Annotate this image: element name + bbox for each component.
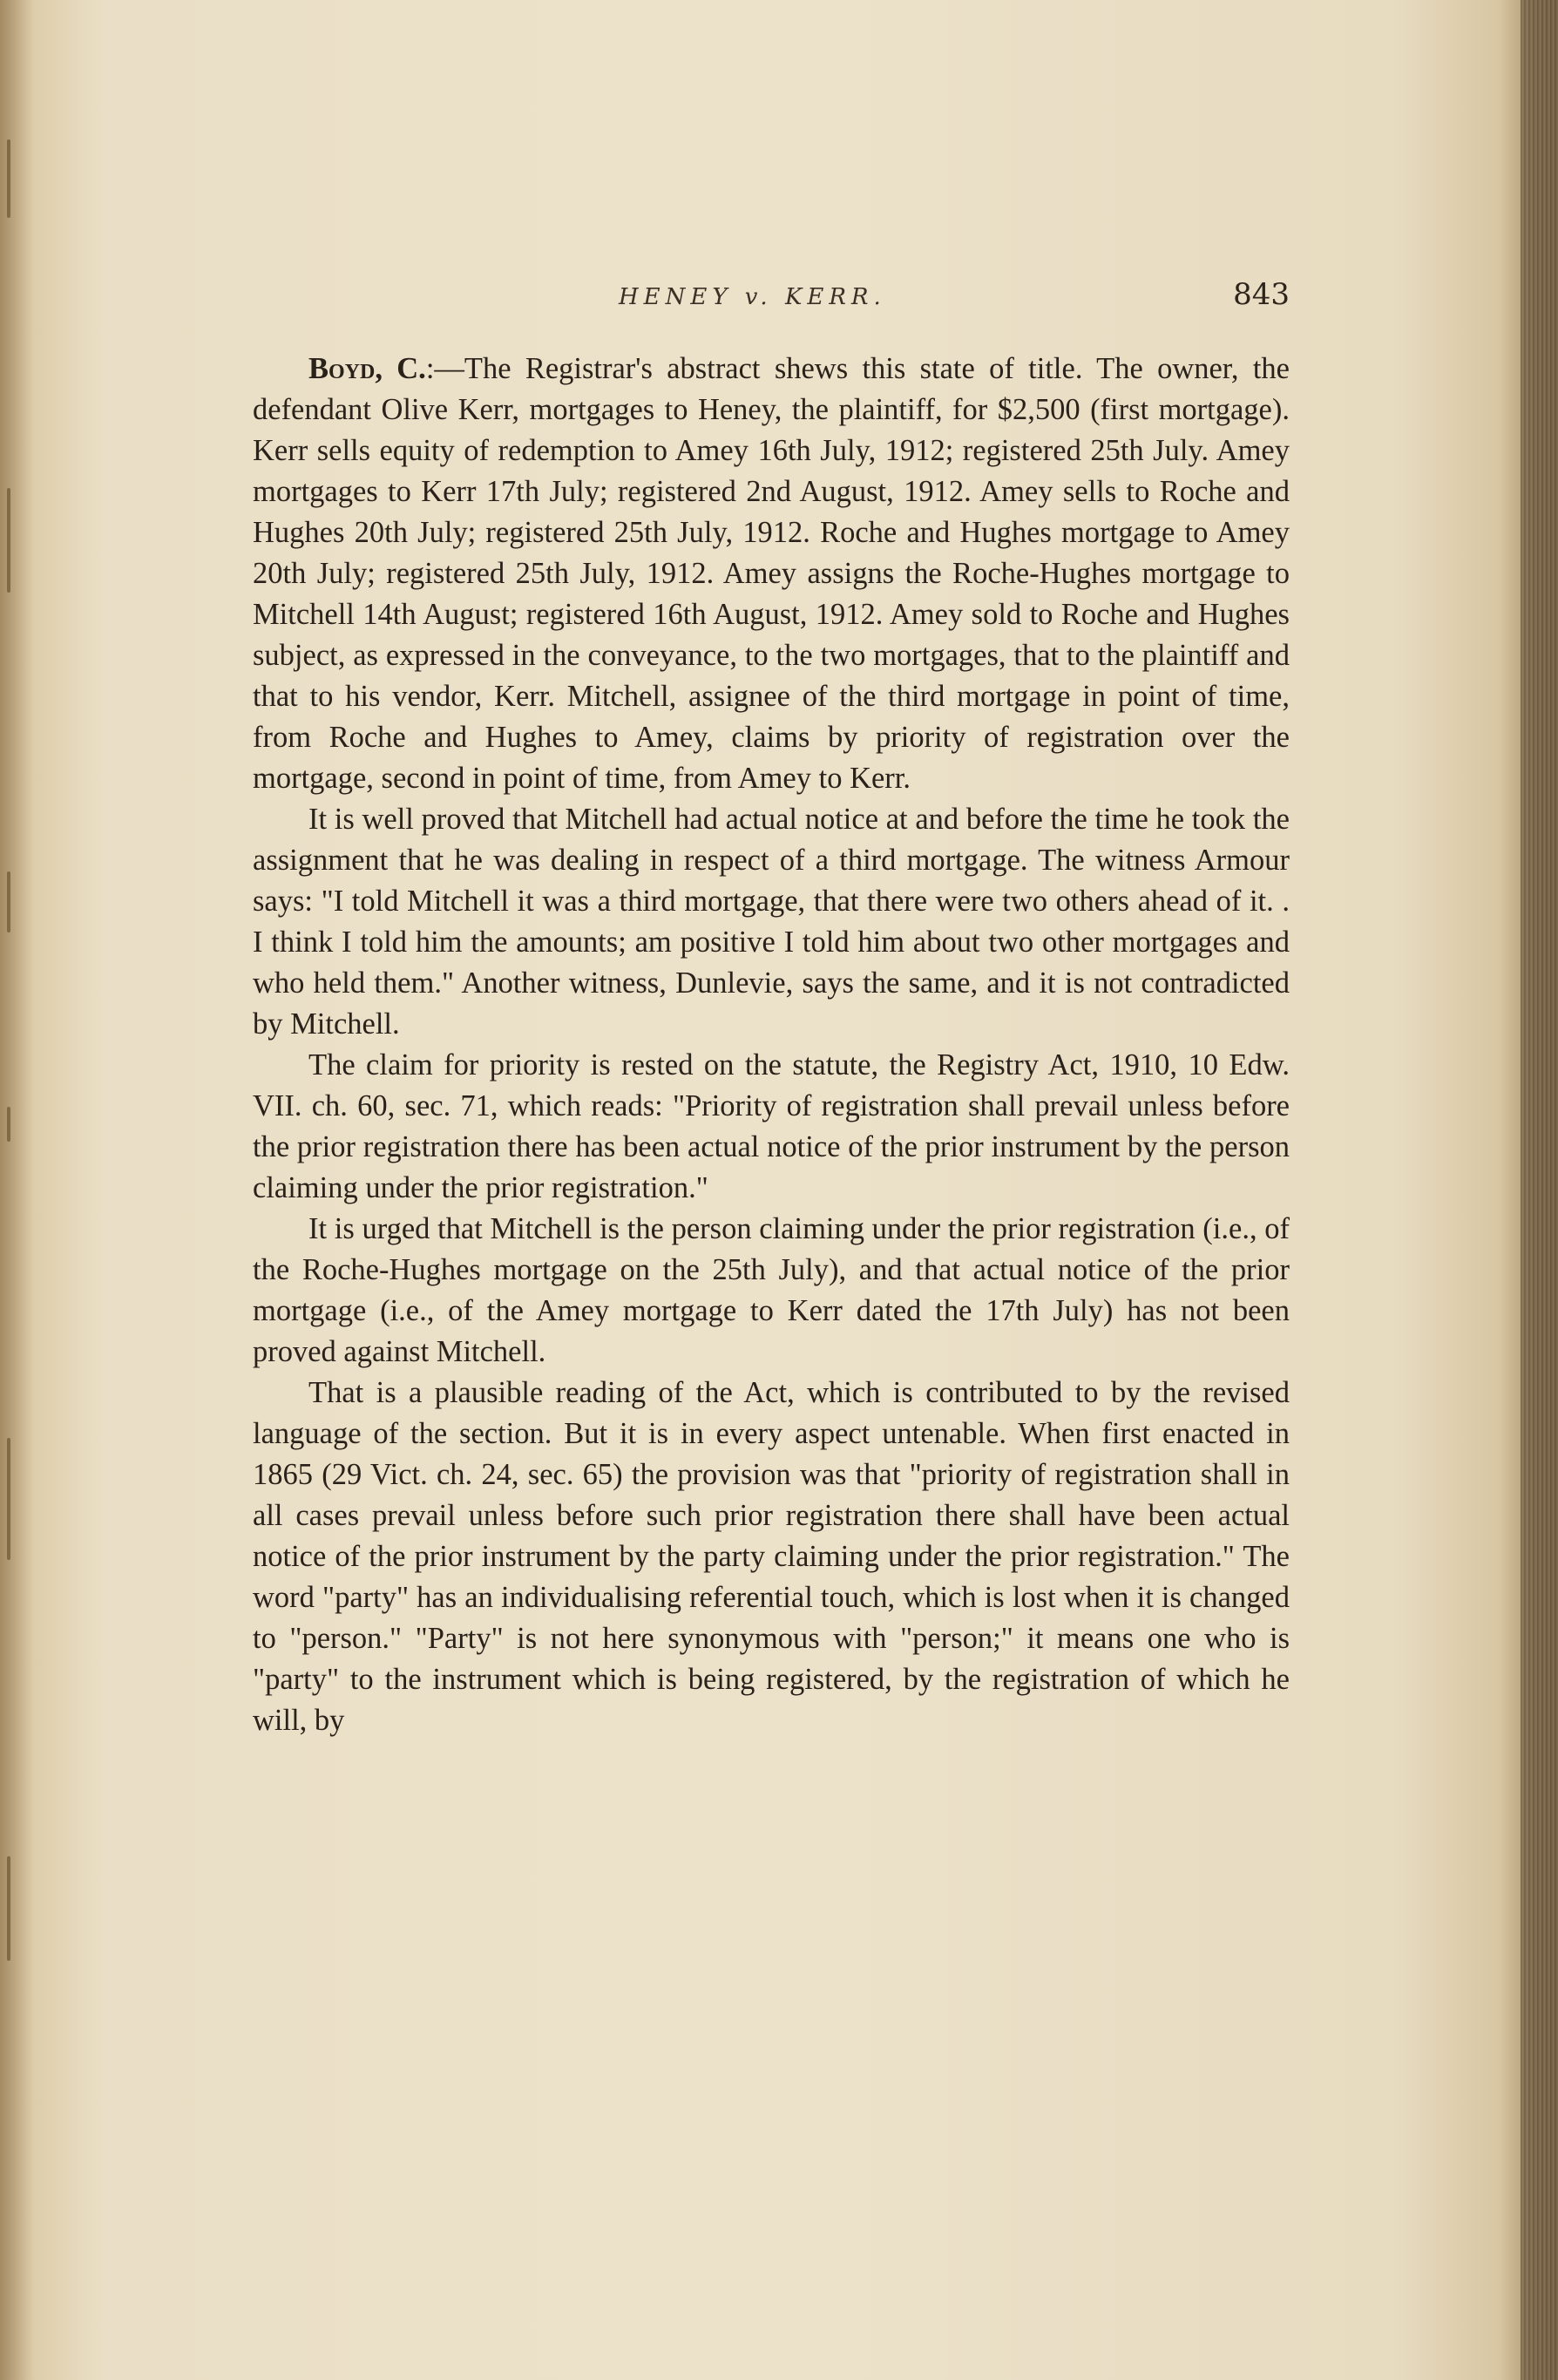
margin-mark — [7, 871, 10, 932]
page-number: 843 — [1233, 277, 1290, 312]
running-title: HENEY v. KERR. — [619, 284, 886, 310]
judge-name: Boyd, C. — [308, 352, 426, 385]
paragraph — [253, 349, 1290, 799]
running-head — [253, 277, 1290, 329]
page-edge — [1521, 0, 1558, 2380]
body-text — [253, 349, 1290, 1741]
paragraph: The claim for priority is rested on the statute, the Registry Act, 1910, 10 Edw. VII. ch. 60, sec. 71, which reads: "Priority of registration shall prevail unless before the prior registration there has been actual notice of the prior instrument by the person claiming under the prior registration." — [253, 1048, 1290, 1204]
margin-marks — [0, 0, 26, 2380]
margin-mark — [7, 1107, 10, 1142]
margin-mark — [7, 139, 10, 218]
paragraph-text: :—The Registrar's abstract shews this state of title. The owner, the defendant Olive Kerr, mortgages to Heney, the plaintiff, for $2,500 (first mortgage). Kerr sells equity of redemption to Amey 16th July, 1912; registered 25th July. Amey mortgages to Kerr 17th July; registered 2nd August, 1912. Amey sells to Roche and Hughes 20th July; registered 25th July, 1912. Roche and Hughes mortgage to Amey 20th July; registered 25th July, 1912. Amey assigns the Roche-Hughes mortgage to Mitchell 14th August; registered 16th August, 1912. Amey sold to Roche and Hughes subject, as expressed in the conveyance, to the two mortgages, that to the plaintiff and that to his vendor, Kerr. Mitchell, assignee of the third mortgage in point of time, from Roche and Hughes to Amey, claims by priority of registration over the mortgage, second in point of time, from Amey to Kerr. — [253, 352, 1290, 795]
margin-mark — [7, 1856, 10, 1961]
margin-mark — [7, 488, 10, 593]
paragraph: It is urged that Mitchell is the person claiming under the prior registration (i.e., of the Roche-Hughes mortgage on the 25th July), and that actual notice of the prior mortgage (i.e., of the Amey mortgage to Kerr dated the 17th July) has not been proved against Mitchell. — [253, 1212, 1290, 1368]
margin-mark — [7, 1438, 10, 1560]
paragraph: That is a plausible reading of the Act, which is contributed to by the revised language of the section. But it is in every aspect untenable. When first enacted in 1865 (29 Vict. ch. 24, sec. 65) the provision was that "priority of registration shall in all cases prevail unless before such prior registration there shall have been actual notice of the prior instrument by the party claiming under the prior registration." The word "party" has an individualising referential touch, which is lost when it is changed to "person." "Party" is not here synonymous with "person;" it means one who is "party" to the instrument which is being registered, by the registration of which he will, by — [253, 1376, 1290, 1737]
paragraph: It is well proved that Mitchell had actual notice at and before the time he took the assignment that he was dealing in respect of a third mortgage. The witness Armour says: "I told Mitchell it was a third mortgage, that there were two others ahead of it. . I think I told him the amounts; am positive I told him about two other mortgages and who held them." Another witness, Dunlevie, says the same, and it is not contradicted by Mitchell. — [253, 803, 1290, 1041]
